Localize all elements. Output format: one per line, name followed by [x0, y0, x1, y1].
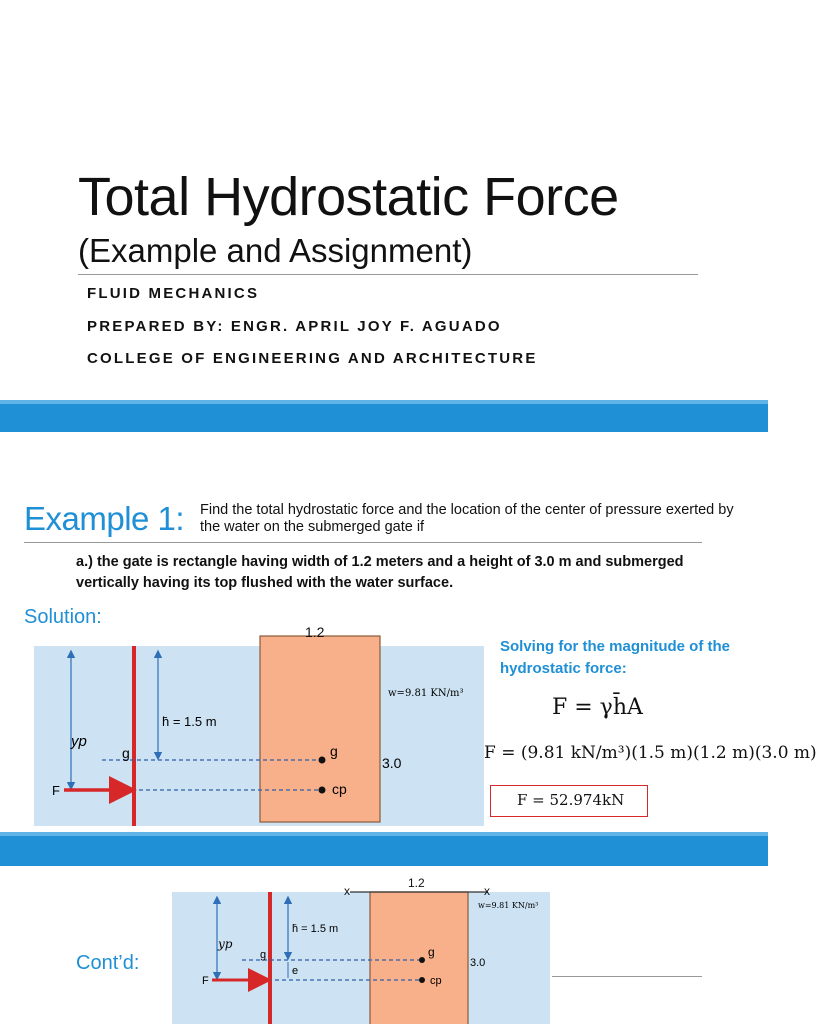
solution-label: Solution:: [24, 606, 102, 628]
e-label: e: [292, 965, 299, 977]
g-left-label-contd: g: [260, 949, 267, 961]
gate-diagram-contd-svg: [172, 892, 550, 1024]
title-divider: [78, 274, 698, 275]
slide-title: Total Hydrostatic Force: [78, 167, 619, 227]
gate-rectangle-contd: [370, 892, 468, 1024]
g-right-label-contd: g: [428, 945, 435, 959]
g-left-label: g: [122, 745, 130, 761]
force-substitution: F = (9.81 kN/m³)(1.5 m)(1.2 m)(3.0 m): [484, 743, 817, 763]
yp-label-contd: yp: [218, 937, 233, 951]
gate-diagram-contd: [172, 892, 550, 1024]
example-slide: [0, 432, 817, 832]
gate-diagram: [34, 646, 484, 826]
cp-label: cp: [332, 781, 347, 797]
slide-separator-band-2: [0, 832, 768, 866]
contd-label: Cont’d:: [76, 952, 140, 974]
cp-point: [319, 787, 326, 794]
cp-point-contd: [419, 977, 425, 983]
centroid-point-contd: [419, 957, 425, 963]
gate-diagram-svg: [34, 646, 484, 826]
force-label: F: [52, 783, 60, 798]
example-divider: [24, 542, 702, 543]
problem-part-a: a.) the gate is rectangle having width of 1.2 meters and a height of 3.0 m and submerged vertically having its top flushed with the water surface.: [76, 554, 684, 591]
contd-divider: [552, 976, 702, 977]
answer-box: F = 52.974kN: [490, 785, 648, 817]
contd-slide: [0, 866, 768, 1024]
hbar-label: h̄ = 1.5 m: [162, 714, 217, 729]
solving-heading: Solving for the magnitude of the hydrostatic force:: [500, 638, 730, 677]
slide-subtitle: (Example and Assignment): [78, 232, 473, 269]
hbar-label-contd: h̄ = 1.5 m: [292, 923, 339, 935]
specific-weight-label-contd: w=9.81 KN/m³: [478, 901, 539, 910]
g-right-label: g: [330, 743, 338, 759]
college-line: COLLEGE OF ENGINEERING AND ARCHITECTURE: [87, 350, 538, 367]
centroid-point: [319, 757, 326, 764]
title-slide: [0, 0, 768, 400]
height-label: 3.0: [382, 755, 402, 771]
example-title: Example 1:: [24, 500, 185, 537]
author-line: PREPARED BY: ENGR. APRIL JOY F. AGUADO: [87, 318, 502, 335]
x-left-label: x: [344, 884, 350, 898]
x-right-label: x: [484, 884, 490, 898]
yp-label: yp: [71, 733, 87, 750]
width-label-contd: 1.2: [408, 876, 425, 890]
cp-label-contd: cp: [430, 975, 442, 987]
gate-rectangle: [260, 636, 380, 822]
force-formula: F = γh̄A: [552, 695, 643, 720]
height-label-contd: 3.0: [470, 957, 486, 969]
force-label-contd: F: [202, 975, 209, 987]
width-label: 1.2: [305, 624, 325, 640]
course-name: FLUID MECHANICS: [87, 285, 260, 302]
specific-weight-label: w=9.81 KN/m³: [388, 688, 464, 699]
problem-statement: Find the total hydrostatic force and the location of the center of pressure exerted by the water on the submerged gate if: [200, 502, 734, 535]
slide-separator-band: [0, 400, 768, 432]
